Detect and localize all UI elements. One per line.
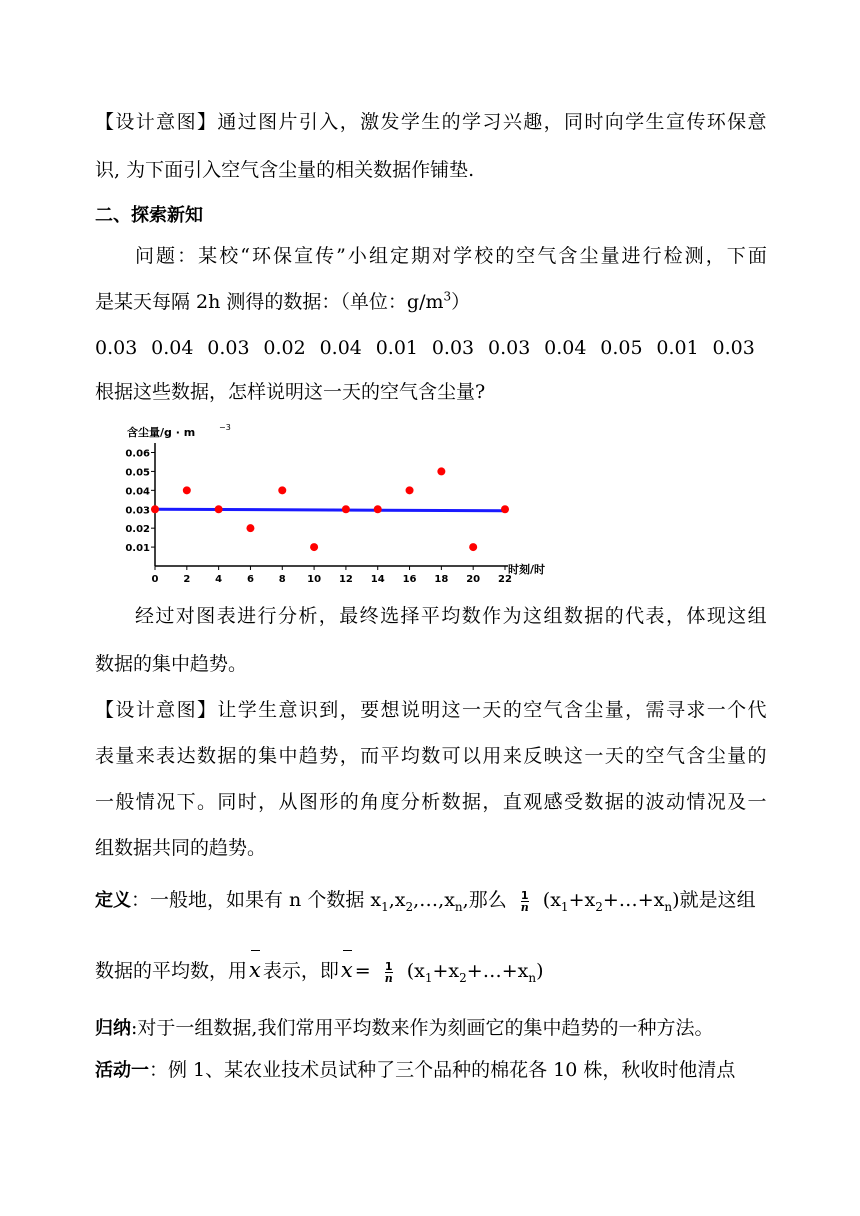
data-value-10: 0.01	[656, 337, 699, 359]
definition-line2: 数据的平均数，用x 表示，即x = $\frac{1}{n}$ $(x_1+x_2+\dots+x_n)$	[95, 958, 544, 985]
y-tick-label-0.06: 0.06	[125, 448, 150, 460]
data-value-8: 0.04	[544, 337, 587, 359]
x-tick-label-14: 14	[370, 574, 385, 585]
data-value-1: 0.04	[151, 337, 194, 359]
x-tick-label-16: 16	[402, 574, 417, 585]
x-axis-label: 时刻/时	[508, 563, 546, 576]
definition-line1: 定义：一般地，如果有 n 个数据 $x_1,x_2,\dots,x_n$,那么 $\frac{1}{n}$ $(x_1+x_2+\dots+x_n)$就是这组	[95, 888, 756, 914]
data-value-0: 0.03	[95, 337, 138, 359]
data-point-0	[151, 505, 159, 513]
data-point-6	[342, 505, 350, 513]
y-tick-label-0.03: 0.03	[125, 505, 150, 517]
y-tick-label-0.02: 0.02	[125, 524, 150, 536]
chart-background	[123, 420, 555, 586]
x-tick-label-0: 0	[151, 574, 159, 585]
data-point-4	[278, 486, 286, 494]
data-value-9: 0.05	[600, 337, 643, 359]
mean-line	[155, 509, 505, 511]
x-tick-label-2: 2	[183, 574, 191, 585]
data-point-3	[246, 524, 254, 532]
data-value-5: 0.01	[375, 337, 419, 359]
design-intent-2-line4: 组数据共同的趋势。	[95, 837, 267, 859]
dust-content-chart	[123, 420, 555, 586]
data-point-9	[437, 467, 445, 475]
definition-label: 定义	[95, 890, 131, 911]
data-value-6: 0.03	[431, 337, 475, 359]
data-value-3: 0.02	[263, 337, 306, 359]
induction-label: 归纳	[95, 1018, 131, 1039]
data-value-11: 0.03	[712, 337, 755, 359]
section-heading: 二、探索新知	[95, 205, 203, 226]
fraction-1-over-n: $\frac{1}{n}$	[520, 888, 529, 914]
x-bar-symbol-2: x	[340, 958, 353, 982]
x-tick-label-20: 20	[466, 574, 481, 585]
design-intent-1-line2: 识, 为下面引入空气含尘量的相关数据作铺垫.	[95, 159, 475, 181]
problem-line2: 是某天每隔 2h 测得的数据：（单位：$g/m^3$）	[95, 289, 471, 313]
data-value-2: 0.03	[207, 337, 250, 359]
design-intent-2-line2: 表 量 来 表 达 数 据 的 集 中 趋 势 ， 而 平 均 数 可 以 用 来 反 映 这 一 天 的 空 气 含 尘 量 的	[95, 745, 767, 767]
activity-line: 活动一：例 1、某农业技术员试种了三个品种的棉花各 10 株，秋收时他清点	[95, 1059, 736, 1081]
y-tick-label-0.04: 0.04	[125, 486, 150, 498]
x-tick-label-12: 12	[338, 574, 353, 585]
data-point-8	[406, 486, 414, 494]
data-value-7: 0.03	[487, 337, 531, 359]
analysis-line2: 数据的集中趋势。	[95, 653, 248, 675]
activity-label: 活动一	[95, 1060, 149, 1081]
data-value-4: 0.04	[319, 337, 362, 359]
data-point-2	[215, 505, 223, 513]
design-intent-2-line3: 一 般 情 况 下 。 同 时 ， 从 图 形 的 角 度 分 析 数 据 ， 直 观 感 受 数 据 的 波 动 情 况 及 一	[95, 791, 767, 813]
analysis-line1: 经 过 对 图 表 进 行 分 析 ， 最 终 选 择 平 均 数 作 为 这 组 数 据 的 代 表 ， 体 现 这 组	[135, 605, 767, 627]
data-point-1	[183, 486, 191, 494]
data-point-7	[374, 505, 382, 513]
design-intent-2-line1: 【 设 计 意 图 】 让 学 生 意 识 到 ， 要 想 说 明 这 一 天 的 空 气 含 尘 量 ， 需 寻 求 一 个 代	[95, 699, 767, 721]
fraction-1-over-n-2: $\frac{1}{n}$	[384, 959, 393, 985]
problem-line1: 问 题 ： 某 校 “ 环 保 宣 传 ” 小 组 定 期 对 学 校 的 空 气 含 尘 量 进 行 检 测 ， 下 面	[135, 245, 767, 267]
data-point-10	[469, 543, 477, 551]
design-intent-1-line1: 【 设 计 意 图 】 通 过 图 片 引 入 ， 激 发 学 生 的 学 习 兴 趣 ， 同 时 向 学 生 宣 传 环 保 意	[95, 111, 767, 133]
x-tick-label-10: 10	[307, 574, 322, 585]
y-tick-label-0.01: 0.01	[125, 543, 150, 555]
x-tick-label-8: 8	[278, 574, 286, 585]
x-tick-label-4: 4	[215, 574, 223, 585]
y-tick-label-0.05: 0.05	[125, 467, 150, 479]
x-tick-label-22: 22	[498, 574, 512, 585]
problem-question: 根据这些数据，怎样说明这一天的空气含尘量?	[95, 381, 486, 403]
x-bar-symbol: x	[249, 958, 261, 982]
x-tick-label-18: 18	[434, 574, 449, 585]
y-axis-label: 含尘量/g · m	[127, 426, 196, 439]
data-values-row	[95, 336, 755, 360]
y-axis-label-exponent: −3	[219, 423, 231, 432]
x-tick-label-6: 6	[246, 574, 254, 585]
induction-line: 归纳:对于一组数据,我们常用平均数来作为刻画它的集中趋势的一种方法。	[95, 1017, 714, 1039]
data-point-5	[310, 543, 318, 551]
data-point-11	[501, 505, 509, 513]
